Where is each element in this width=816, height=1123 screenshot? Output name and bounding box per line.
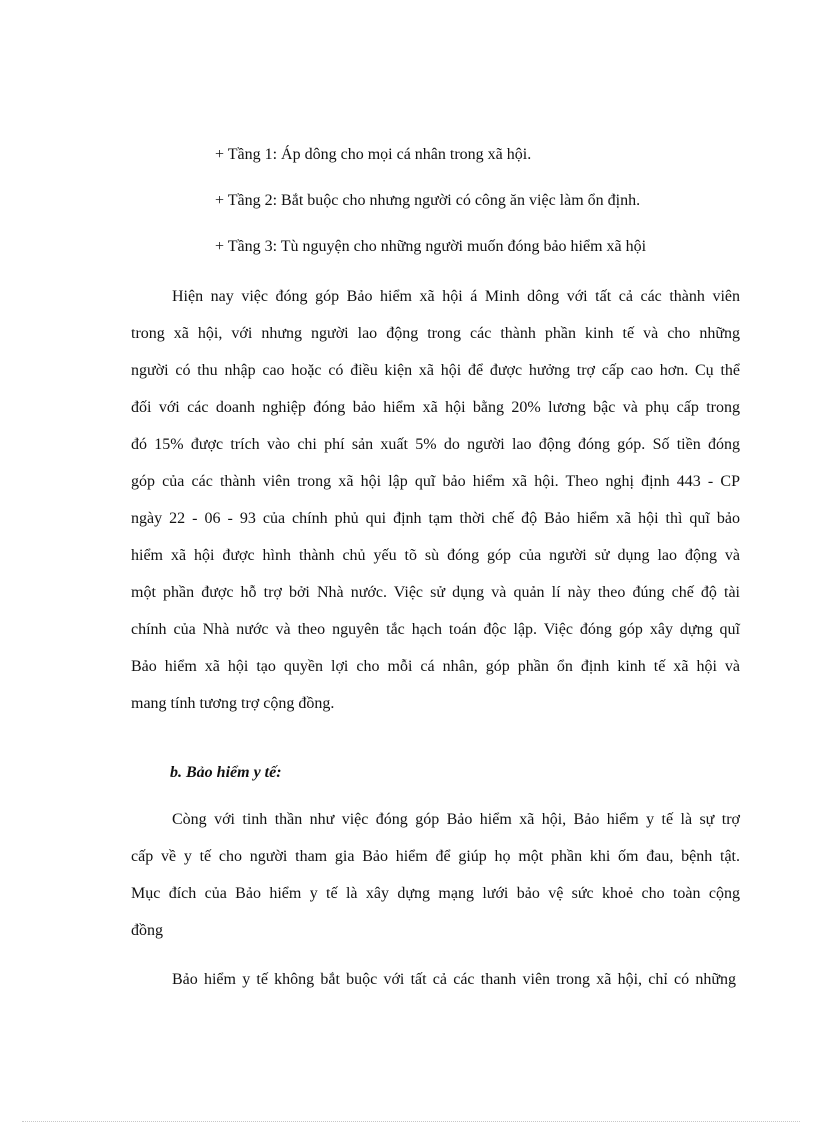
bullet-tier-3: + Tầng 3: Tù nguyện cho những người muốn đóng bảo hiểm xã hội xyxy=(215,238,647,255)
bullet-tier-1: + Tầng 1: Áp dông cho mọi cá nhân trong xã hội. xyxy=(215,146,532,163)
section-heading: b. Bảo hiểm y tế: xyxy=(170,764,282,781)
paragraph-line: góp của các thành viên trong xã hội lập quĩ bảo hiểm xã hội. Theo nghị định 443 - CP xyxy=(131,473,740,490)
paragraph-line: Mục đích của Bảo hiểm y tế là xây dựng mạng lưới bảo vệ sức khoẻ cho toàn cộng xyxy=(131,885,740,902)
paragraph-line: đó 15% được trích vào chi phí sản xuất 5% do người lao động đóng góp. Số tiền đóng xyxy=(131,436,740,453)
paragraph-line: một phần được hỗ trợ bởi Nhà nước. Việc sử dụng và quản lí này theo đúng chế độ tài xyxy=(131,584,740,601)
paragraph-line: Hiện nay việc đóng góp Bảo hiểm xã hội á Minh dông với tất cả các thành viên xyxy=(172,288,740,305)
paragraph-line: chính của Nhà nước và theo nguyên tắc hạch toán độc lập. Việc đóng góp xây dựng quĩ xyxy=(131,621,740,638)
paragraph-line: hiểm xã hội được hình thành chủ yếu tõ sù đóng góp của người sử dụng lao động và xyxy=(131,547,740,564)
paragraph-line: mang tính tương trợ cộng đồng. xyxy=(131,695,335,712)
paragraph-line: Bảo hiểm xã hội tạo quyền lợi cho mỗi cá nhân, góp phần ổn định kinh tế xã hội và xyxy=(131,658,740,675)
paragraph-line: Bảo hiểm y tế không bắt buộc với tất cả các thanh viên trong xã hội, chỉ có những xyxy=(172,971,736,988)
paragraph-line: đồng xyxy=(131,922,163,939)
paragraph-line: ngày 22 - 06 - 93 của chính phủ qui định tạm thời chế độ Bảo hiểm xã hội thì quĩ bảo xyxy=(131,510,740,527)
paragraph-line: đối với các doanh nghiệp đóng bảo hiểm xã hội bằng 20% lương bậc và phụ cấp trong xyxy=(131,399,740,416)
paragraph-line: cấp về y tế cho người tham gia Bảo hiểm để giúp họ một phần khi ốm đau, bệnh tật. xyxy=(131,848,740,865)
paragraph-line: người có thu nhập cao hoặc có điều kiện xã hội để được hưởng trợ cấp cao hơn. Cụ thể xyxy=(131,362,740,379)
paragraph-line: Còng với tinh thần như việc đóng góp Bảo hiểm xã hội, Bảo hiểm y tế là sự trợ xyxy=(172,811,740,828)
paragraph-line: trong xã hội, với nhưng người lao động trong các thành phần kinh tế và cho những xyxy=(131,325,740,342)
page-bottom-border xyxy=(22,1121,800,1122)
bullet-tier-2: + Tầng 2: Bắt buộc cho nhưng người có công ăn việc làm ổn định. xyxy=(215,192,641,209)
